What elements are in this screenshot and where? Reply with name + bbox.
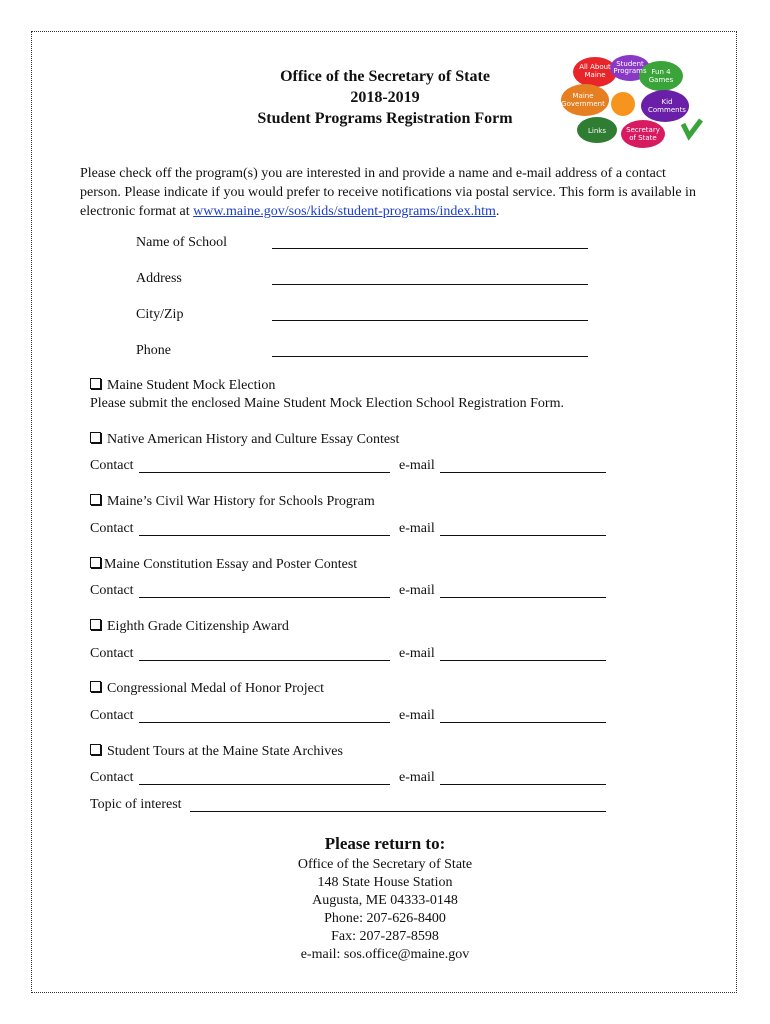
phone-field[interactable] bbox=[272, 356, 588, 357]
tours-contact-row bbox=[90, 770, 610, 788]
eighth-grade-label: Eighth Grade Citizenship Award bbox=[107, 619, 289, 634]
logo-text-games: Games bbox=[648, 76, 674, 84]
logo-center bbox=[611, 92, 635, 116]
contact-field[interactable] bbox=[139, 472, 390, 473]
native-american-checkbox[interactable] bbox=[90, 432, 101, 443]
program-native-american bbox=[90, 432, 399, 448]
intro-paragraph bbox=[80, 164, 700, 221]
constitution-label: Maine Constitution Essay and Poster Contest bbox=[104, 557, 358, 572]
programs-link[interactable]: www.maine.gov/sos/kids/student-programs/index.htm bbox=[193, 204, 496, 219]
archives-tours-checkbox[interactable] bbox=[90, 744, 101, 755]
email-field[interactable] bbox=[440, 660, 606, 661]
logo-text-of-state: of State bbox=[629, 134, 657, 142]
contact-label: Contact bbox=[90, 646, 134, 661]
contact-label: Contact bbox=[90, 583, 134, 598]
contact-label: Contact bbox=[90, 521, 134, 536]
email-label: e-mail bbox=[399, 458, 435, 473]
school-name-field[interactable] bbox=[272, 248, 588, 249]
civil-war-contact-row bbox=[90, 521, 610, 539]
topic-row bbox=[90, 797, 610, 815]
email-field[interactable] bbox=[440, 472, 606, 473]
return-line-email: e-mail: sos.office@maine.gov bbox=[300, 947, 470, 962]
eighth-grade-contact-row bbox=[90, 646, 610, 664]
email-label: e-mail bbox=[399, 708, 435, 723]
constitution-contact-row bbox=[90, 583, 610, 601]
medal-of-honor-label: Congressional Medal of Honor Project bbox=[107, 681, 324, 696]
intro-after: . bbox=[495, 204, 500, 219]
title-year: 2018-2019 bbox=[350, 89, 420, 106]
intro-text: Please check off the program(s) you are interested in and provide a name and e-mail address of a contact person. Please indicate if you would prefer to receive notifications via postal service. This form is available in electronic format at bbox=[80, 166, 696, 219]
contact-field[interactable] bbox=[139, 784, 390, 785]
logo-text-secretary: Secretary bbox=[626, 126, 660, 134]
address-label: Address bbox=[136, 271, 182, 286]
city-zip-field[interactable] bbox=[272, 320, 588, 321]
logo-text-kid: Kid bbox=[661, 98, 673, 106]
address-field[interactable] bbox=[272, 284, 588, 285]
student-programs-logo bbox=[557, 54, 705, 150]
return-line-city: Augusta, ME 04333-0148 bbox=[312, 893, 458, 908]
mock-election-checkbox[interactable] bbox=[90, 378, 101, 389]
title-form: Student Programs Registration Form bbox=[257, 110, 513, 127]
city-zip-label: City/Zip bbox=[136, 307, 184, 322]
title-office: Office of the Secretary of State bbox=[280, 68, 490, 85]
logo-text-student: Student bbox=[616, 60, 644, 68]
logo-text-maine-gov: Maine bbox=[572, 92, 594, 100]
return-line-office: Office of the Secretary of State bbox=[297, 857, 473, 872]
program-medal-of-honor bbox=[90, 681, 324, 697]
contact-field[interactable] bbox=[139, 597, 390, 598]
contact-field[interactable] bbox=[139, 660, 390, 661]
contact-field[interactable] bbox=[139, 722, 390, 723]
email-field[interactable] bbox=[440, 535, 606, 536]
contact-label: Contact bbox=[90, 770, 134, 785]
contact-field[interactable] bbox=[139, 535, 390, 536]
logo-text-links: Links bbox=[588, 127, 606, 135]
program-archives-tours bbox=[90, 744, 343, 760]
program-constitution bbox=[90, 557, 357, 573]
return-line-phone: Phone: 207-626-8400 bbox=[324, 911, 446, 926]
logo-text-programs: Programs bbox=[613, 67, 647, 75]
email-field[interactable] bbox=[440, 722, 606, 723]
logo-text-government: Government bbox=[561, 100, 605, 108]
return-line-fax: Fax: 207-287-8598 bbox=[331, 929, 439, 944]
mock-election-note: Please submit the enclosed Maine Student Mock Election School Registration Form. bbox=[90, 396, 564, 411]
medal-of-honor-checkbox[interactable] bbox=[90, 681, 101, 692]
eighth-grade-checkbox[interactable] bbox=[90, 619, 101, 630]
logo-text-all-about: All About bbox=[579, 63, 611, 71]
archives-tours-label: Student Tours at the Maine State Archives bbox=[107, 744, 343, 759]
contact-label: Contact bbox=[90, 458, 134, 473]
return-line-station: 148 State House Station bbox=[317, 875, 453, 890]
email-label: e-mail bbox=[399, 583, 435, 598]
email-label: e-mail bbox=[399, 770, 435, 785]
contact-label: Contact bbox=[90, 708, 134, 723]
form-title bbox=[220, 66, 550, 129]
constitution-checkbox[interactable] bbox=[90, 557, 101, 568]
school-name-label: Name of School bbox=[136, 235, 227, 250]
native-contact-row bbox=[90, 458, 610, 476]
program-mock-election bbox=[90, 378, 275, 394]
phone-label: Phone bbox=[136, 343, 171, 358]
logo-checkmark bbox=[683, 120, 701, 136]
logo-text-fun: Fun 4 bbox=[651, 68, 671, 76]
native-american-label: Native American History and Culture Essay Contest bbox=[107, 432, 400, 447]
logo-text-comments: Comments bbox=[648, 106, 686, 114]
medal-contact-row bbox=[90, 708, 610, 726]
program-civil-war bbox=[90, 494, 375, 510]
civil-war-checkbox[interactable] bbox=[90, 494, 101, 505]
program-eighth-grade bbox=[90, 619, 289, 635]
return-heading: Please return to: bbox=[324, 834, 446, 853]
email-label: e-mail bbox=[399, 521, 435, 536]
email-field[interactable] bbox=[440, 784, 606, 785]
topic-field[interactable] bbox=[190, 811, 606, 812]
return-address bbox=[220, 832, 550, 964]
logo-text-maine: Maine bbox=[584, 71, 606, 79]
civil-war-label: Maine’s Civil War History for Schools Program bbox=[107, 494, 375, 509]
mock-election-label: Maine Student Mock Election bbox=[107, 378, 276, 393]
email-label: e-mail bbox=[399, 646, 435, 661]
topic-label: Topic of interest bbox=[90, 797, 182, 812]
email-field[interactable] bbox=[440, 597, 606, 598]
